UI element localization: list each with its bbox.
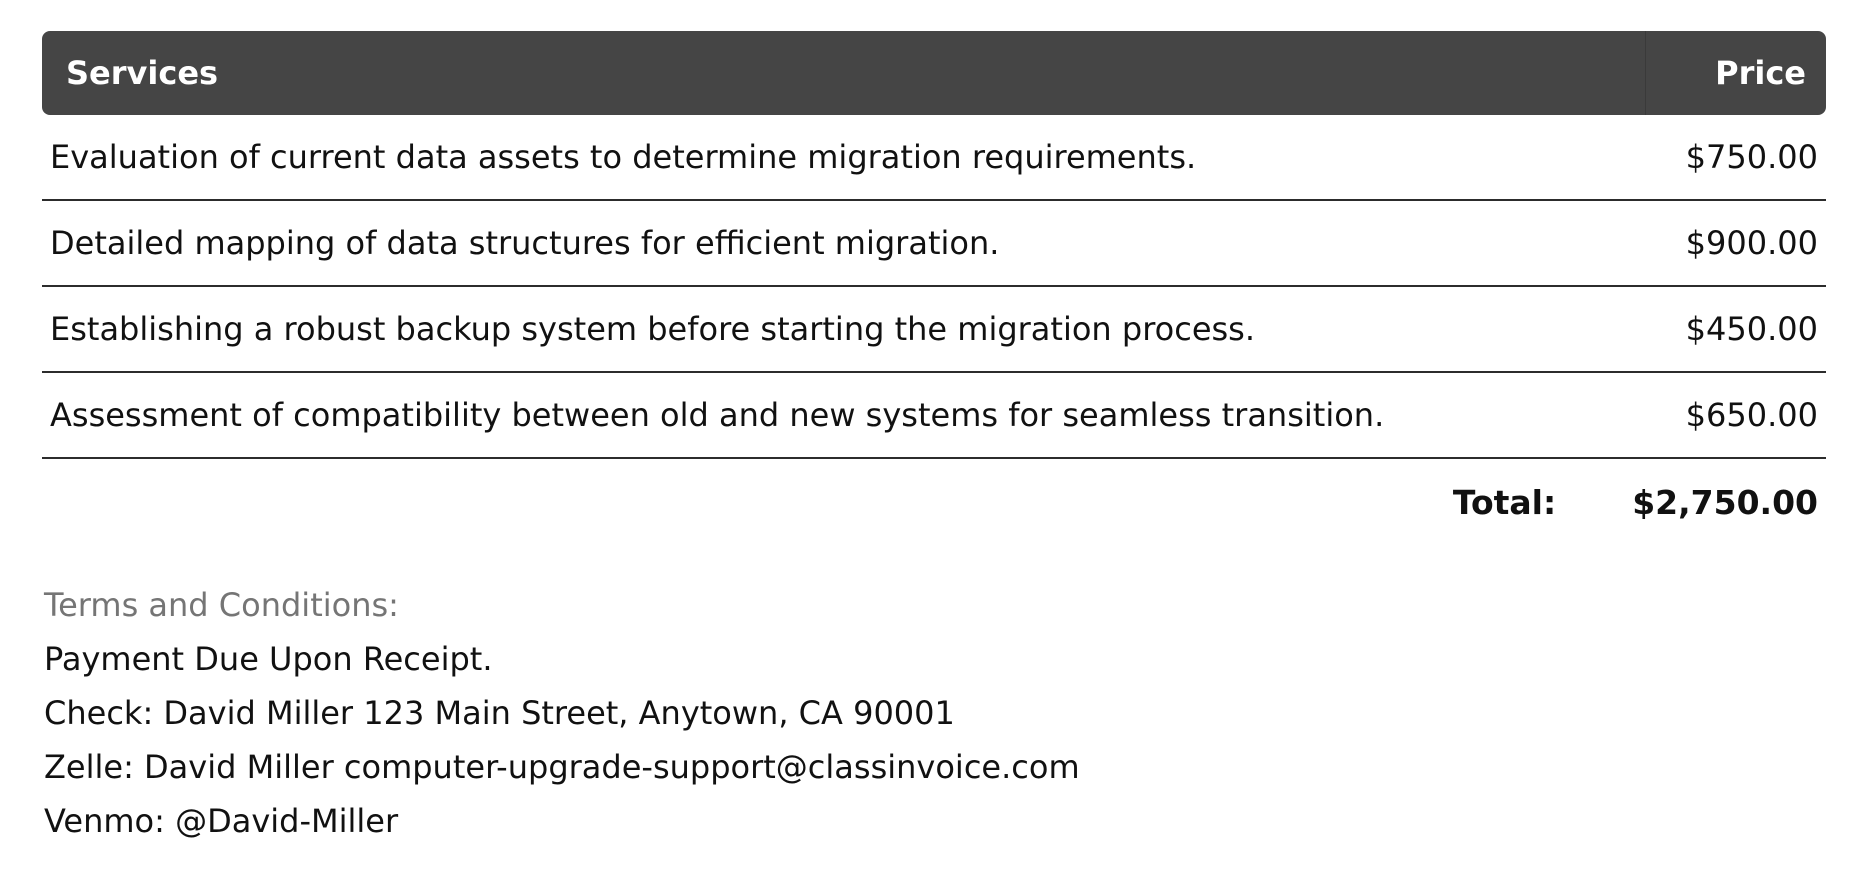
services-column-header: Services (42, 31, 1645, 115)
table-row (42, 115, 1826, 201)
service-price: $650.00 (1645, 373, 1826, 459)
service-description: Evaluation of current data assets to determine migration requirements. (42, 115, 1645, 201)
total-row (42, 459, 1826, 545)
table-body (42, 115, 1826, 459)
invoice-services (42, 31, 1826, 545)
terms-title: Terms and Conditions: (44, 586, 399, 624)
service-description: Detailed mapping of data structures for efficient migration. (42, 201, 1645, 287)
service-description: Assessment of compatibility between old and new systems for seamless transition. (42, 373, 1645, 459)
table-header-row (42, 31, 1826, 115)
table-row (42, 373, 1826, 459)
table-row (42, 287, 1826, 373)
service-price: $900.00 (1645, 201, 1826, 287)
price-column-header: Price (1645, 31, 1826, 115)
terms-section (44, 578, 1080, 848)
services-table (42, 31, 1826, 459)
terms-zelle: Zelle: David Miller computer-upgrade-support@classinvoice.com (44, 748, 1080, 786)
service-description: Establishing a robust backup system before starting the migration process. (42, 287, 1645, 373)
total-label: Total: (1452, 482, 1557, 522)
terms-venmo: Venmo: @David-Miller (44, 802, 399, 840)
terms-check: Check: David Miller 123 Main Street, Anytown, CA 90001 (44, 694, 955, 732)
terms-payment-due: Payment Due Upon Receipt. (44, 640, 493, 678)
total-value: $2,750.00 (1632, 482, 1818, 522)
service-price: $750.00 (1645, 115, 1826, 201)
table-header (42, 31, 1826, 115)
service-price: $450.00 (1645, 287, 1826, 373)
table-row (42, 201, 1826, 287)
